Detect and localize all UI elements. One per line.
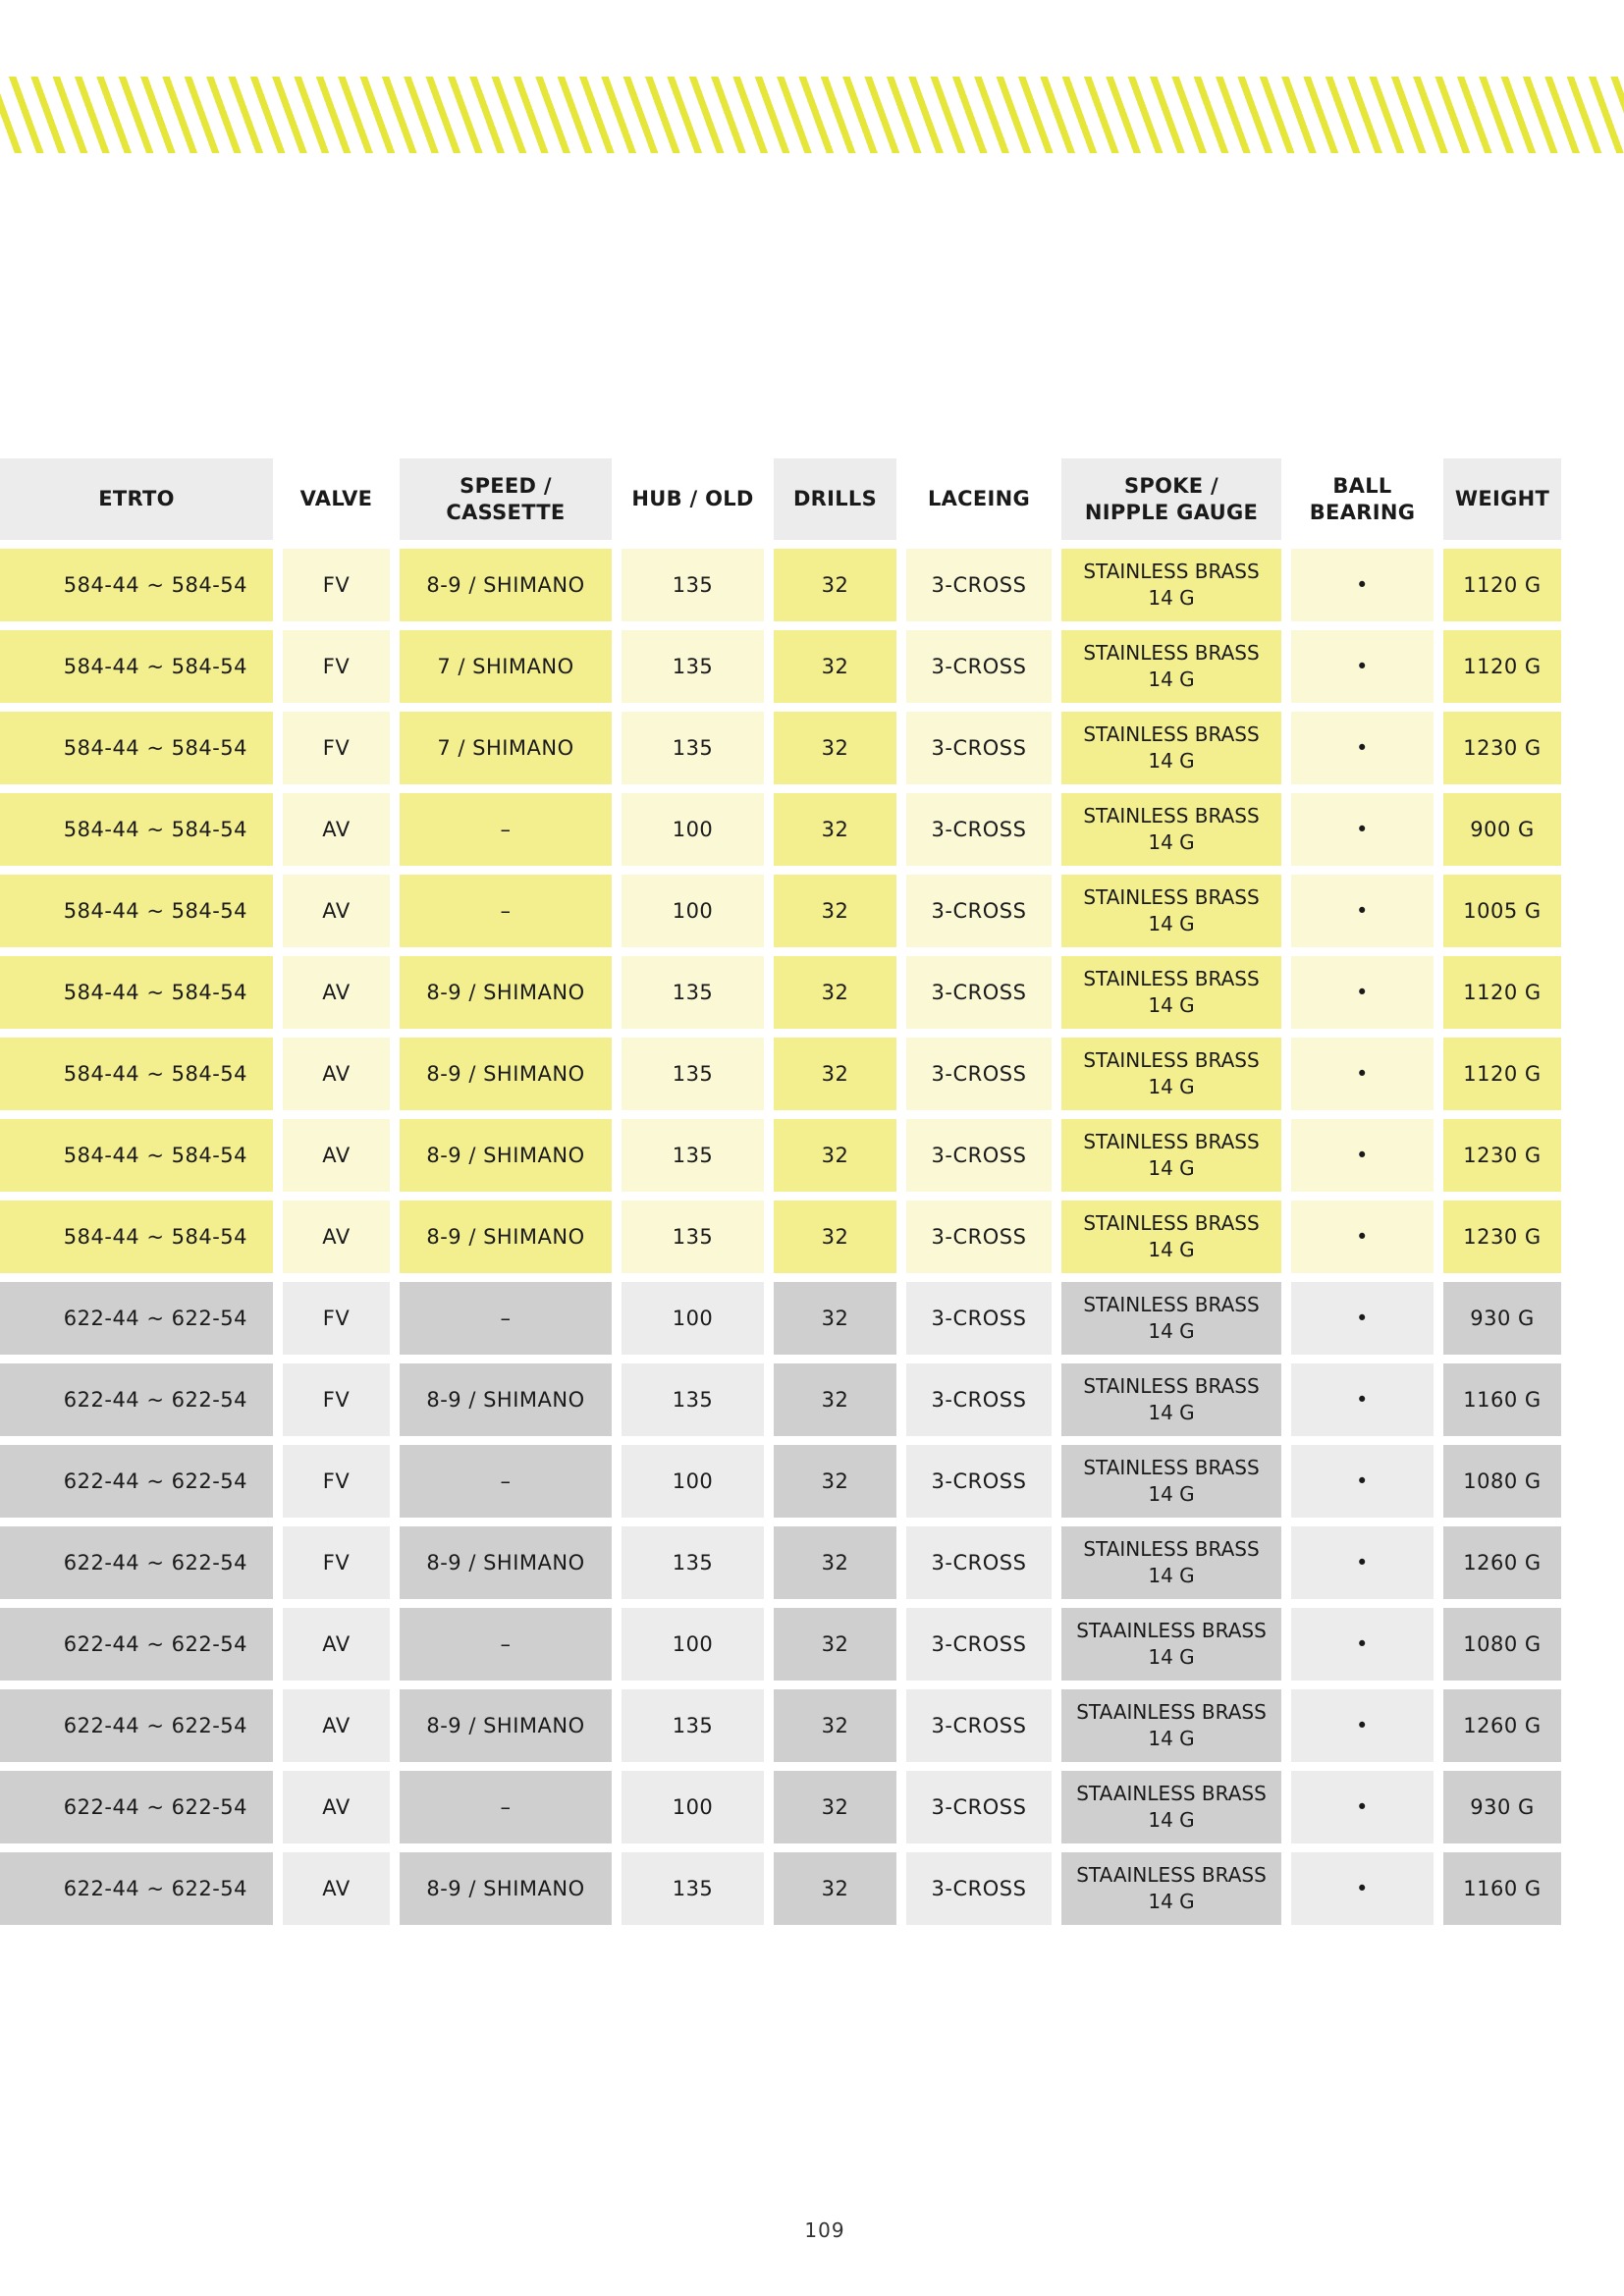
cell-valve: AV: [283, 1771, 390, 1843]
cell-drills: 32: [774, 1771, 896, 1843]
table-row: [0, 1689, 1561, 1762]
cell-drills: 32: [774, 712, 896, 784]
cell-speed-cassette: 7 / SHIMANO: [400, 712, 612, 784]
cell-speed-cassette: –: [400, 1282, 612, 1355]
cell-ball-bearing: •: [1291, 1363, 1434, 1436]
cell-hub-old: 100: [622, 1608, 764, 1681]
cell-spoke-nipple-gauge: STAINLESS BRASS 14 G: [1061, 1038, 1281, 1110]
cell-laceing: 3-CROSS: [906, 1282, 1052, 1355]
cell-spoke-nipple-gauge: STAAINLESS BRASS 14 G: [1061, 1608, 1281, 1681]
cell-ball-bearing: •: [1291, 1608, 1434, 1681]
cell-drills: 32: [774, 549, 896, 621]
cell-hub-old: 100: [622, 1282, 764, 1355]
cell-speed-cassette: –: [400, 793, 612, 866]
cell-weight: 1230 G: [1443, 1119, 1561, 1192]
cell-weight: 1080 G: [1443, 1445, 1561, 1518]
cell-weight: 1160 G: [1443, 1363, 1561, 1436]
cell-valve: FV: [283, 1363, 390, 1436]
cell-valve: FV: [283, 1526, 390, 1599]
cell-etrto: 622-44 ~ 622-54: [0, 1526, 273, 1599]
table-row: [0, 875, 1561, 947]
cell-weight: 1120 G: [1443, 549, 1561, 621]
cell-spoke-nipple-gauge: STAINLESS BRASS 14 G: [1061, 956, 1281, 1029]
cell-laceing: 3-CROSS: [906, 875, 1052, 947]
cell-hub-old: 100: [622, 793, 764, 866]
table-row: [0, 1445, 1561, 1518]
cell-etrto: 622-44 ~ 622-54: [0, 1608, 273, 1681]
cell-speed-cassette: 8-9 / SHIMANO: [400, 1201, 612, 1273]
cell-drills: 32: [774, 956, 896, 1029]
cell-etrto: 622-44 ~ 622-54: [0, 1689, 273, 1762]
cell-ball-bearing: •: [1291, 1771, 1434, 1843]
cell-laceing: 3-CROSS: [906, 1689, 1052, 1762]
cell-etrto: 622-44 ~ 622-54: [0, 1445, 273, 1518]
cell-weight: 1230 G: [1443, 1201, 1561, 1273]
cell-etrto: 622-44 ~ 622-54: [0, 1363, 273, 1436]
cell-drills: 32: [774, 1119, 896, 1192]
cell-weight: 1120 G: [1443, 1038, 1561, 1110]
cell-drills: 32: [774, 1282, 896, 1355]
cell-laceing: 3-CROSS: [906, 1445, 1052, 1518]
cell-laceing: 3-CROSS: [906, 956, 1052, 1029]
cell-drills: 32: [774, 1852, 896, 1925]
cell-ball-bearing: •: [1291, 875, 1434, 947]
page-number: 109: [804, 2218, 845, 2242]
cell-spoke-nipple-gauge: STAINLESS BRASS 14 G: [1061, 1363, 1281, 1436]
cell-etrto: 584-44 ~ 584-54: [0, 1201, 273, 1273]
cell-hub-old: 100: [622, 1771, 764, 1843]
table-row: [0, 549, 1561, 621]
cell-hub-old: 100: [622, 1445, 764, 1518]
cell-valve: AV: [283, 875, 390, 947]
cell-ball-bearing: •: [1291, 1526, 1434, 1599]
cell-spoke-nipple-gauge: STAINLESS BRASS 14 G: [1061, 793, 1281, 866]
cell-speed-cassette: 8-9 / SHIMANO: [400, 1363, 612, 1436]
wheel-spec-table: [0, 450, 1561, 1934]
cell-speed-cassette: –: [400, 1445, 612, 1518]
cell-ball-bearing: •: [1291, 1445, 1434, 1518]
cell-speed-cassette: –: [400, 1771, 612, 1843]
table-row: [0, 712, 1561, 784]
cell-etrto: 584-44 ~ 584-54: [0, 1038, 273, 1110]
cell-laceing: 3-CROSS: [906, 630, 1052, 703]
cell-ball-bearing: •: [1291, 630, 1434, 703]
cell-hub-old: 135: [622, 1201, 764, 1273]
cell-weight: 900 G: [1443, 793, 1561, 866]
cell-drills: 32: [774, 1689, 896, 1762]
cell-laceing: 3-CROSS: [906, 1119, 1052, 1192]
cell-weight: 1005 G: [1443, 875, 1561, 947]
cell-etrto: 584-44 ~ 584-54: [0, 956, 273, 1029]
table-row: [0, 1119, 1561, 1192]
cell-etrto: 622-44 ~ 622-54: [0, 1852, 273, 1925]
cell-hub-old: 135: [622, 1038, 764, 1110]
cell-valve: AV: [283, 956, 390, 1029]
table-row: [0, 1201, 1561, 1273]
table-row: [0, 1038, 1561, 1110]
cell-ball-bearing: •: [1291, 1852, 1434, 1925]
cell-spoke-nipple-gauge: STAINLESS BRASS 14 G: [1061, 630, 1281, 703]
cell-ball-bearing: •: [1291, 1119, 1434, 1192]
cell-speed-cassette: –: [400, 1608, 612, 1681]
cell-valve: AV: [283, 1689, 390, 1762]
cell-speed-cassette: 8-9 / SHIMANO: [400, 549, 612, 621]
cell-laceing: 3-CROSS: [906, 549, 1052, 621]
table-row: [0, 1852, 1561, 1925]
cell-spoke-nipple-gauge: STAAINLESS BRASS 14 G: [1061, 1771, 1281, 1843]
cell-etrto: 622-44 ~ 622-54: [0, 1282, 273, 1355]
cell-laceing: 3-CROSS: [906, 1038, 1052, 1110]
cell-etrto: 622-44 ~ 622-54: [0, 1771, 273, 1843]
cell-valve: FV: [283, 630, 390, 703]
cell-ball-bearing: •: [1291, 1201, 1434, 1273]
table-row: [0, 1282, 1561, 1355]
cell-drills: 32: [774, 1445, 896, 1518]
cell-hub-old: 135: [622, 1852, 764, 1925]
table-header-row: [0, 458, 1561, 540]
cell-laceing: 3-CROSS: [906, 1852, 1052, 1925]
cell-valve: AV: [283, 1119, 390, 1192]
cell-valve: AV: [283, 1201, 390, 1273]
cell-drills: 32: [774, 793, 896, 866]
cell-spoke-nipple-gauge: STAINLESS BRASS 14 G: [1061, 1119, 1281, 1192]
cell-valve: AV: [283, 793, 390, 866]
cell-speed-cassette: 8-9 / SHIMANO: [400, 1852, 612, 1925]
header-speed-cassette: SPEED / CASSETTE: [400, 458, 612, 540]
table-row: [0, 630, 1561, 703]
cell-etrto: 584-44 ~ 584-54: [0, 712, 273, 784]
cell-hub-old: 135: [622, 549, 764, 621]
cell-valve: AV: [283, 1038, 390, 1110]
cell-ball-bearing: •: [1291, 1038, 1434, 1110]
cell-speed-cassette: 8-9 / SHIMANO: [400, 1038, 612, 1110]
cell-ball-bearing: •: [1291, 1282, 1434, 1355]
cell-hub-old: 135: [622, 630, 764, 703]
header-valve: VALVE: [283, 458, 390, 540]
cell-speed-cassette: 8-9 / SHIMANO: [400, 1526, 612, 1599]
cell-speed-cassette: 8-9 / SHIMANO: [400, 1689, 612, 1762]
cell-spoke-nipple-gauge: STAINLESS BRASS 14 G: [1061, 1445, 1281, 1518]
header-drills: DRILLS: [774, 458, 896, 540]
cell-spoke-nipple-gauge: STAINLESS BRASS 14 G: [1061, 712, 1281, 784]
cell-ball-bearing: •: [1291, 549, 1434, 621]
cell-speed-cassette: –: [400, 875, 612, 947]
cell-laceing: 3-CROSS: [906, 1608, 1052, 1681]
cell-drills: 32: [774, 1201, 896, 1273]
cell-drills: 32: [774, 875, 896, 947]
cell-etrto: 584-44 ~ 584-54: [0, 793, 273, 866]
cell-laceing: 3-CROSS: [906, 1771, 1052, 1843]
cell-etrto: 584-44 ~ 584-54: [0, 1119, 273, 1192]
header-weight: WEIGHT: [1443, 458, 1561, 540]
cell-drills: 32: [774, 1608, 896, 1681]
cell-valve: AV: [283, 1852, 390, 1925]
cell-valve: FV: [283, 549, 390, 621]
cell-spoke-nipple-gauge: STAINLESS BRASS 14 G: [1061, 549, 1281, 621]
cell-hub-old: 135: [622, 712, 764, 784]
cell-drills: 32: [774, 1363, 896, 1436]
cell-ball-bearing: •: [1291, 1689, 1434, 1762]
cell-drills: 32: [774, 1526, 896, 1599]
table-row: [0, 793, 1561, 866]
cell-laceing: 3-CROSS: [906, 1526, 1052, 1599]
cell-valve: AV: [283, 1608, 390, 1681]
cell-hub-old: 135: [622, 1119, 764, 1192]
cell-weight: 930 G: [1443, 1771, 1561, 1843]
header-spoke-nipple-gauge: SPOKE / NIPPLE GAUGE: [1061, 458, 1281, 540]
cell-laceing: 3-CROSS: [906, 793, 1052, 866]
table-row: [0, 1526, 1561, 1599]
cell-spoke-nipple-gauge: STAAINLESS BRASS 14 G: [1061, 1852, 1281, 1925]
cell-hub-old: 135: [622, 1689, 764, 1762]
cell-hub-old: 135: [622, 1526, 764, 1599]
cell-spoke-nipple-gauge: STAINLESS BRASS 14 G: [1061, 1526, 1281, 1599]
cell-etrto: 584-44 ~ 584-54: [0, 549, 273, 621]
cell-laceing: 3-CROSS: [906, 1363, 1052, 1436]
cell-weight: 1260 G: [1443, 1526, 1561, 1599]
cell-weight: 1230 G: [1443, 712, 1561, 784]
cell-speed-cassette: 8-9 / SHIMANO: [400, 956, 612, 1029]
cell-ball-bearing: •: [1291, 956, 1434, 1029]
cell-hub-old: 135: [622, 956, 764, 1029]
cell-weight: 1160 G: [1443, 1852, 1561, 1925]
cell-etrto: 584-44 ~ 584-54: [0, 630, 273, 703]
cell-weight: 1080 G: [1443, 1608, 1561, 1681]
cell-weight: 930 G: [1443, 1282, 1561, 1355]
cell-drills: 32: [774, 630, 896, 703]
cell-laceing: 3-CROSS: [906, 712, 1052, 784]
cell-weight: 1120 G: [1443, 630, 1561, 703]
table-row: [0, 956, 1561, 1029]
cell-spoke-nipple-gauge: STAAINLESS BRASS 14 G: [1061, 1689, 1281, 1762]
cell-spoke-nipple-gauge: STAINLESS BRASS 14 G: [1061, 1282, 1281, 1355]
cell-speed-cassette: 8-9 / SHIMANO: [400, 1119, 612, 1192]
cell-laceing: 3-CROSS: [906, 1201, 1052, 1273]
cell-valve: FV: [283, 1445, 390, 1518]
table-row: [0, 1608, 1561, 1681]
cell-spoke-nipple-gauge: STAINLESS BRASS 14 G: [1061, 875, 1281, 947]
table-row: [0, 1771, 1561, 1843]
cell-ball-bearing: •: [1291, 793, 1434, 866]
cell-spoke-nipple-gauge: STAINLESS BRASS 14 G: [1061, 1201, 1281, 1273]
cell-hub-old: 135: [622, 1363, 764, 1436]
cell-speed-cassette: 7 / SHIMANO: [400, 630, 612, 703]
cell-ball-bearing: •: [1291, 712, 1434, 784]
cell-valve: FV: [283, 712, 390, 784]
header-etrto: ETRTO: [0, 458, 273, 540]
header-hub-old: HUB / OLD: [622, 458, 764, 540]
header-ball-bearing: BALL BEARING: [1291, 458, 1434, 540]
table-row: [0, 1363, 1561, 1436]
cell-hub-old: 100: [622, 875, 764, 947]
decorative-stripe-band: [0, 77, 1624, 153]
cell-weight: 1120 G: [1443, 956, 1561, 1029]
cell-valve: FV: [283, 1282, 390, 1355]
header-laceing: LACEING: [906, 458, 1052, 540]
cell-weight: 1260 G: [1443, 1689, 1561, 1762]
cell-drills: 32: [774, 1038, 896, 1110]
cell-etrto: 584-44 ~ 584-54: [0, 875, 273, 947]
